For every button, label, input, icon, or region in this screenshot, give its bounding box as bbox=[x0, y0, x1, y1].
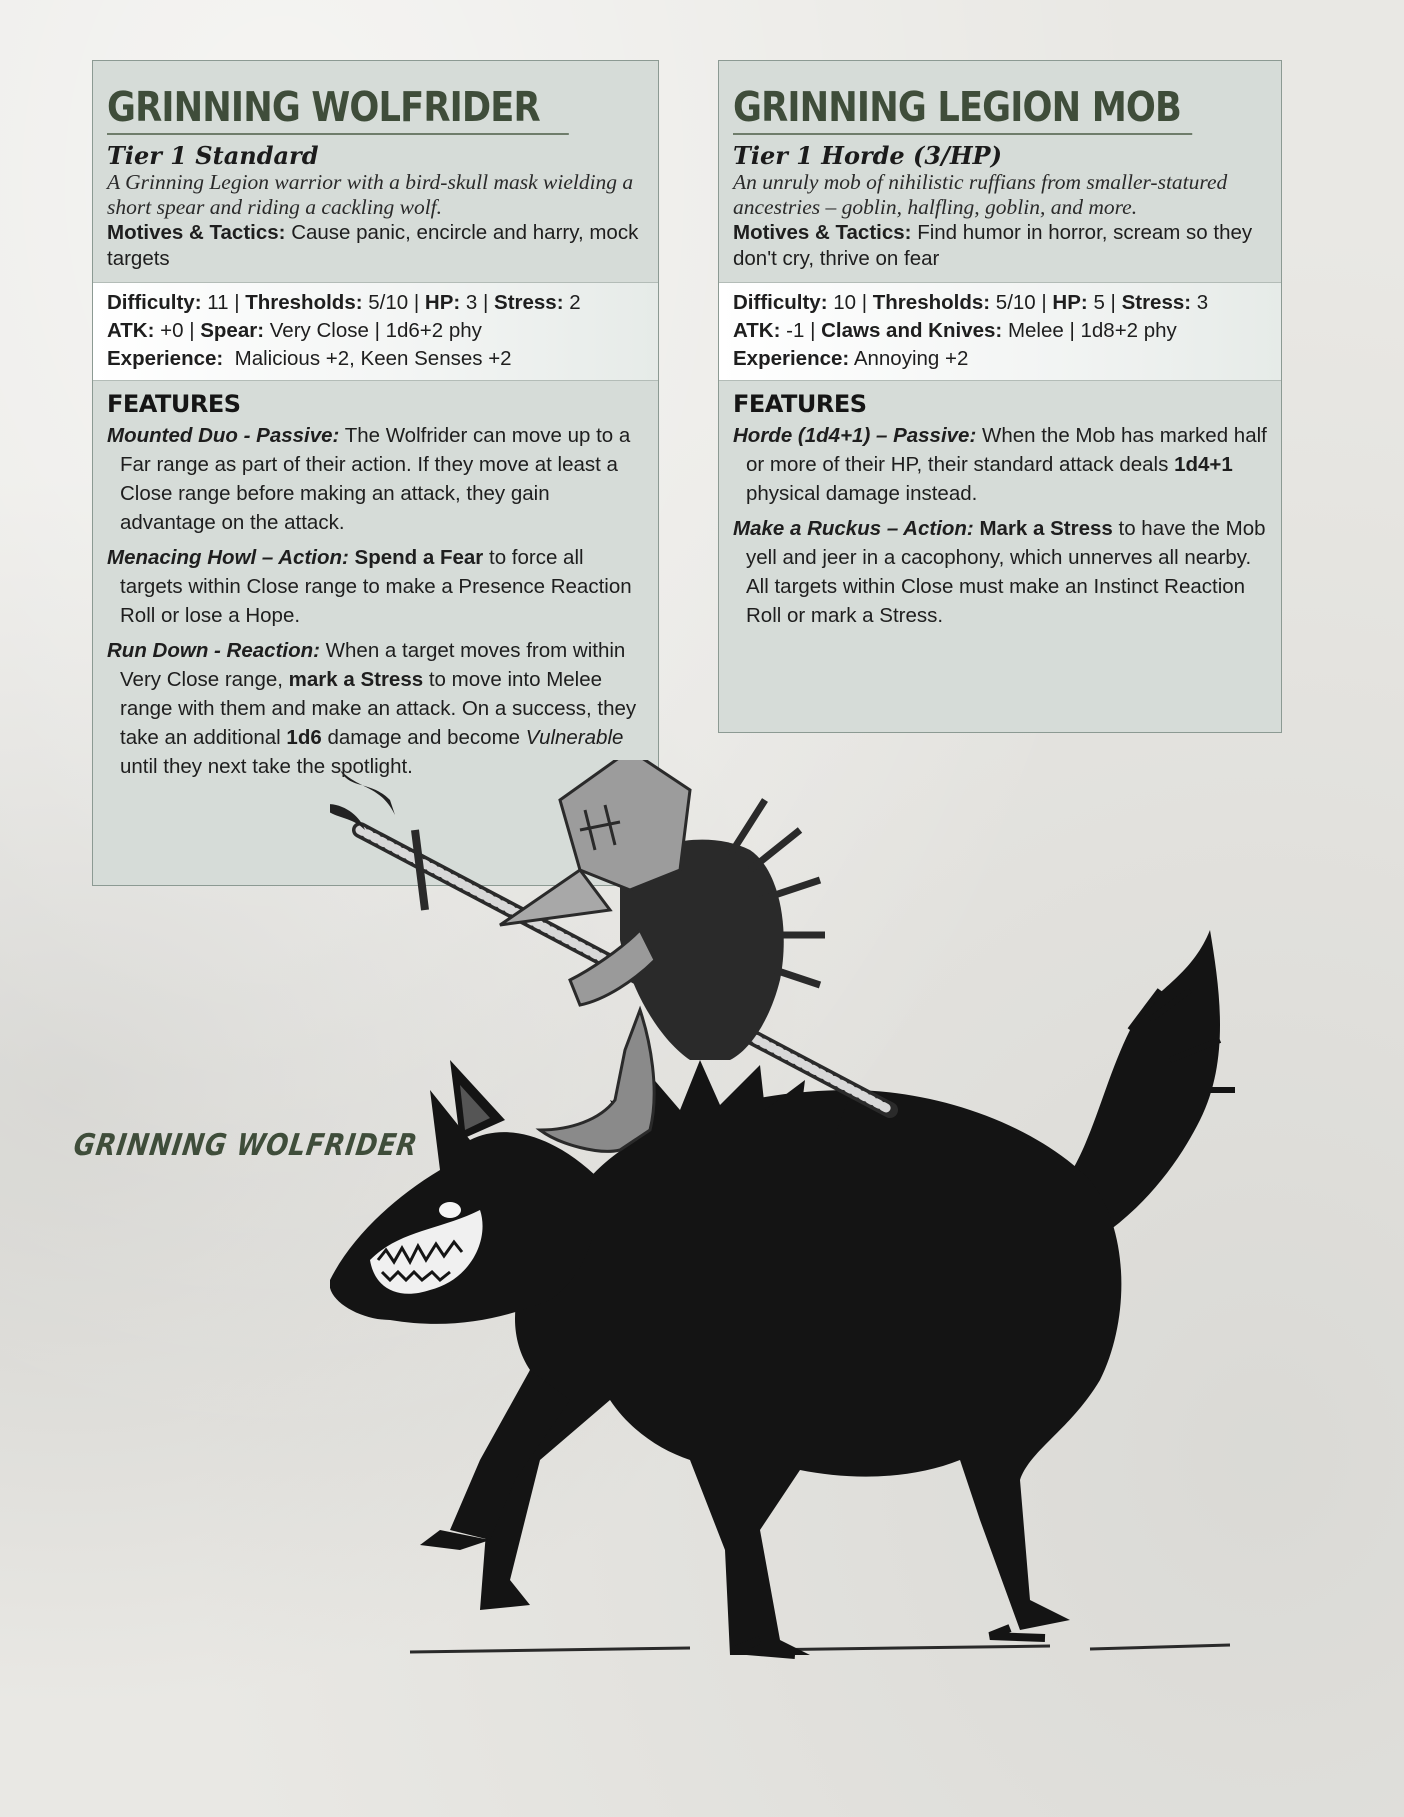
feature-cost: Spend a Fear bbox=[354, 546, 484, 569]
feature-text: to have the Mob yell and jeer in a cacophony, which unnerves all nearby. All targets within Close must make an Instinct Reaction Roll or mark a Stress. bbox=[746, 517, 1266, 627]
illustration-caption: GRINNING WOLFRIDER bbox=[71, 1128, 420, 1163]
stat-block-header bbox=[719, 61, 1281, 282]
feature-text: The Wolfrider can move up to a Far range as part of their action. If they move at least a Close range before making an attack, they gain advantage on the attack. bbox=[120, 424, 631, 534]
atk-label: ATK: bbox=[107, 319, 155, 342]
features-section bbox=[719, 381, 1281, 646]
stats-line-3 bbox=[107, 345, 644, 373]
motives-value: Find humor in horror, scream so they don't cry, thrive on fear bbox=[733, 221, 1253, 270]
stats-line-2: ATK: -1 | Claws and Knives: Melee | 1d8+2 phy bbox=[733, 319, 1177, 342]
feature-cost: Mark a Stress bbox=[979, 517, 1113, 540]
tier-label: Tier 1 Horde (3/HP) bbox=[733, 141, 1002, 170]
weapon-label: Claws and Knives: bbox=[821, 319, 1003, 342]
thresholds-value: 5/10 bbox=[368, 291, 409, 314]
hp-value: 3 bbox=[465, 291, 478, 314]
tier-label: Tier 1 Standard bbox=[107, 141, 319, 170]
feature-name: Horde (1d4+1) – Passive: bbox=[733, 424, 977, 447]
feature-name: Run Down - Reaction: bbox=[107, 639, 320, 662]
difficulty-label: Difficulty: bbox=[107, 291, 202, 314]
feature-dice: 1d6 bbox=[286, 726, 322, 749]
feature-name: Make a Ruckus – Action: bbox=[733, 517, 974, 540]
stats-line-2: ATK: +0 | Spear: Very Close | 1d6+2 phy bbox=[107, 319, 482, 342]
feature-name: Mounted Duo - Passive: bbox=[107, 424, 340, 447]
stat-block-mob bbox=[718, 60, 1282, 733]
stat-block-title: GRINNING LEGION MOB bbox=[733, 83, 1192, 135]
stress-label: Stress: bbox=[494, 291, 564, 314]
stress-value: 3 bbox=[1196, 291, 1209, 314]
description: A Grinning Legion warrior with a bird-skull mask wielding a short spear and riding a cackling wolf. bbox=[107, 170, 634, 219]
feature-make-a-ruckus bbox=[733, 514, 1267, 630]
feature-cost: mark a Stress bbox=[288, 668, 424, 691]
feature-horde bbox=[733, 421, 1267, 508]
motives-value: Cause panic, encircle and harry, mock targets bbox=[107, 221, 639, 270]
feature-text: damage and become bbox=[327, 726, 521, 749]
motives-tactics bbox=[107, 220, 644, 272]
thresholds-value: 5/10 bbox=[995, 291, 1036, 314]
motives-label: Motives & Tactics: bbox=[107, 221, 286, 244]
stress-label: Stress: bbox=[1121, 291, 1192, 314]
feature-text: When the Mob has marked half or more of their HP, their standard attack deals bbox=[746, 424, 1267, 476]
atk-label: ATK: bbox=[733, 319, 781, 342]
stats-line-1: Difficulty: 10 | Thresholds: 5/10 | HP: 5 | Stress: 3 bbox=[733, 291, 1209, 314]
atk-value: +0 bbox=[160, 319, 184, 342]
feature-menacing-howl bbox=[107, 543, 644, 630]
features-heading: FEATURES bbox=[733, 390, 867, 418]
atk-value: -1 bbox=[786, 319, 805, 342]
stats-line-3 bbox=[733, 345, 1267, 373]
experience-label: Experience: bbox=[733, 347, 850, 370]
feature-text: When a target moves from within Very Close range, bbox=[120, 639, 626, 691]
hp-value: 5 bbox=[1093, 291, 1105, 314]
stats-panel bbox=[719, 282, 1281, 381]
hp-label: HP: bbox=[1052, 291, 1088, 314]
feature-text: until they next take the spotlight. bbox=[120, 755, 413, 778]
motives-label: Motives & Tactics: bbox=[733, 221, 912, 244]
stat-block-title: GRINNING WOLFRIDER bbox=[107, 83, 569, 135]
experience-value: Annoying +2 bbox=[853, 347, 969, 370]
stress-value: 2 bbox=[569, 291, 581, 314]
stats-line-1: Difficulty: 11 | Thresholds: 5/10 | HP: 3 | Stress: 2 bbox=[107, 291, 581, 314]
description: An unruly mob of nihilistic ruffians from smaller-statured ancestries – goblin, halfling, goblin, and more. bbox=[733, 170, 1228, 219]
difficulty-value: 10 bbox=[833, 291, 857, 314]
motives-tactics bbox=[733, 220, 1267, 272]
feature-text: physical damage instead. bbox=[746, 482, 978, 505]
difficulty-value: 11 bbox=[207, 291, 229, 314]
feature-dice: 1d4+1 bbox=[1174, 453, 1233, 476]
feature-name: Menacing Howl – Action: bbox=[107, 546, 349, 569]
feature-text: to force all targets within Close range to make a Presence Reaction Roll or lose a Hope. bbox=[120, 546, 632, 627]
experience-value: Malicious +2, Keen Senses +2 bbox=[234, 347, 512, 370]
stat-block-header bbox=[93, 61, 658, 282]
thresholds-label: Thresholds: bbox=[245, 291, 363, 314]
stats-panel bbox=[93, 282, 658, 381]
experience-label: Experience: bbox=[107, 347, 224, 370]
wolf-rider-illustration-icon bbox=[330, 760, 1290, 1670]
features-section bbox=[93, 381, 658, 797]
feature-text: to move into Melee range with them and make an attack. On a success, they take an additional bbox=[120, 668, 637, 749]
thresholds-label: Thresholds: bbox=[872, 291, 991, 314]
feature-mounted-duo bbox=[107, 421, 644, 537]
features-heading: FEATURES bbox=[107, 390, 241, 418]
feature-condition: Vulnerable bbox=[525, 726, 624, 749]
hp-label: HP: bbox=[424, 291, 461, 314]
weapon-value: Very Close | 1d6+2 phy bbox=[269, 319, 482, 342]
difficulty-label: Difficulty: bbox=[733, 291, 828, 314]
weapon-label: Spear: bbox=[200, 319, 265, 342]
weapon-value: Melee | 1d8+2 phy bbox=[1007, 319, 1177, 342]
